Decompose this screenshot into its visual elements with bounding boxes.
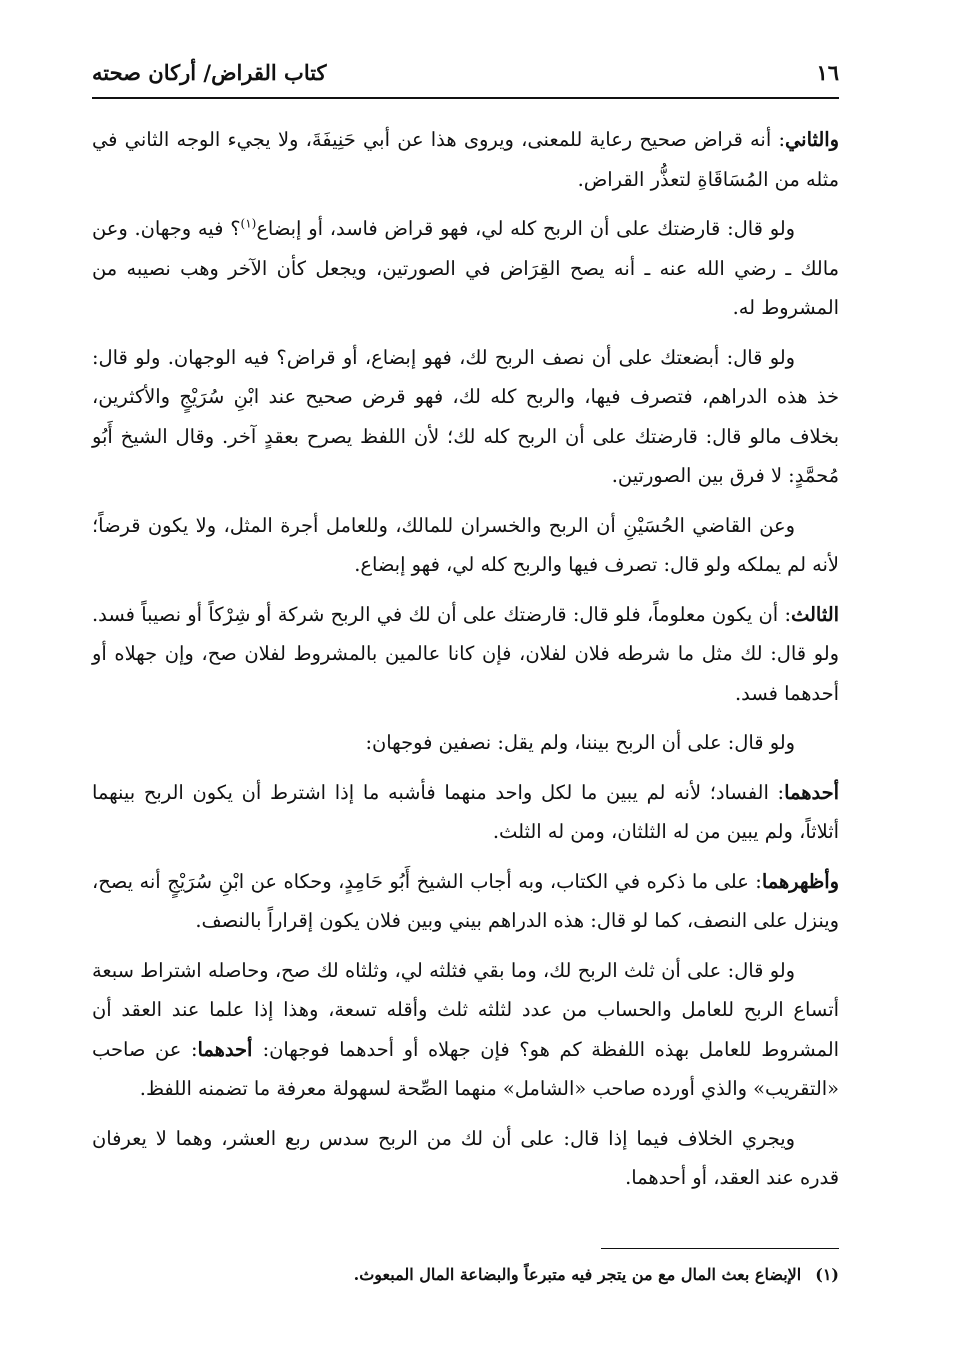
footnote-number: (١) <box>815 1265 839 1284</box>
paragraph-text: ولو قال: قارضتك على أن الربح كله لي، فهو قراض فاسد، أو إبضاع <box>256 217 795 240</box>
paragraph <box>92 506 839 585</box>
footnote-text: الإبضاع بعث المال مع من يتجر فيه متبرعاً والبضاعة المال المبعوث. <box>353 1265 802 1284</box>
paragraph-text: ويجري الخلاف فيما إذا قال: على أن لك من الربح سدس ربع العشر، وهما لا يعرفان قدره عند العقد، أو أحدهما. <box>92 1126 839 1189</box>
paragraph <box>92 723 839 763</box>
paragraph-text: ولو قال: أبضعتك على أن نصف الربح لك، فهو إبضاع، أو قراض؟ فيه الوجهان. ولو قال: خذ هذه الدراهم، فتصرف فيها، والربح كله لك، فهو قرض صحيح عند ابْنِ سُرَيْجٍ والأكثرين، بخلاف مالو قال: قارضتك على أن الربح كله لك؛ لأن اللفظ يصرح بعقدٍ آخر. وقال الشيخ أَبُو مُحمَّدٍ: لا فرق بين الصورتين. <box>92 345 839 487</box>
paragraph-text-continued: : عن صاحب «التقريب» والذي أورده صاحب «الشامل» منهما الصِّحة لسهولة معرفة ما تضمنه اللفظ. <box>92 1037 839 1100</box>
footnote-reference[interactable]: (١) <box>240 216 257 231</box>
footnote-rule <box>601 1248 839 1249</box>
paragraph-text: وعن القاضي الحُسَيْنِ أن الربح والخسران للمالك، وللعامل أجرة المثل، ولا يكون قرضاً؛ لأنه لم يملكه ولو قال: تصرف فيها والربح كله لي، فهو إبضاع. <box>92 513 839 576</box>
footnote <box>92 1262 839 1288</box>
header-rule <box>92 97 839 99</box>
paragraph-text: ولو قال: على أن الربح بيننا، ولم يقل: نصفين فوجهان: <box>365 731 795 754</box>
paragraph <box>92 595 839 714</box>
running-title: كتاب القراض/ أركان صحته <box>92 60 327 85</box>
paragraph-text: : أنه قراض صحيح رعاية للمعنى، ويروى هذا عن أبي حَنِيفَةَ، ولا يجيء الوجه الثاني في مثله من المُسَاقَاةِ لتعذُّر القراض. <box>92 128 839 191</box>
paragraph <box>92 862 839 941</box>
paragraph-text: : الفساد؛ لأنه لم يبين ما لكل واحد منهما فأشبه ما إذا اشترط أن يكون الربح بينهما أثلاثاً، ولم يبين من له الثلثان، ومن له الثلث. <box>92 780 839 843</box>
paragraph-lead: وأظهرهما <box>761 869 839 893</box>
paragraph-text: : أن يكون معلوماً، فلو قال: قارضتك على أن لك في الربح شركة أو شِرْكاً أو نصيباً فسد. ولو قال: لك مثل ما شرطه فلان لفلان، فإن كانا عالمين بالمشروط لفلان صح، وإن جهلاه أو أحدهما فسد. <box>92 602 839 705</box>
paragraph-lead: أحدهما <box>784 780 839 804</box>
main-text <box>92 120 839 1208</box>
paragraph-text: ولو قال: على أن ثلث الربح لك، وما بقي فثلثه لي، وثلثاه لك صح، وحاصله اشتراط سبعة أتساع الربح للعامل والحساب من عدد لثلثه ثلث وأقله تسعة، وهذا إذا علما عند العقد أن المشروط للعامل بهذه اللفظة كم هو؟ فإن جهلاه أو أحدهما فوجهان: <box>92 958 839 1061</box>
paragraph-text-continued: ؟ فيه وجهان. وعن مالك ـ رضي الله عنه ـ أنه يصح القِرَاض في الصورتين، ويجعل كأن الآخر وهب نصيبه من المشروط له. <box>92 217 839 319</box>
paragraph-lead: والثاني <box>785 128 839 151</box>
paragraph <box>92 120 839 199</box>
paragraph <box>92 1119 839 1198</box>
paragraph <box>92 338 839 496</box>
paragraph <box>92 951 839 1109</box>
paragraph <box>92 209 839 328</box>
page-header <box>92 54 839 94</box>
page-number: ١٦ <box>816 60 839 85</box>
paragraph <box>92 773 839 852</box>
paragraph-lead-inline: أحدهما <box>197 1037 263 1061</box>
paragraph-lead: الثالث <box>790 602 839 626</box>
paragraph-text: : على ما ذكره في الكتاب، وبه أجاب الشيخ أَبُو حَامِدٍ، وحكاه عن ابْنِ سُرَيْجٍ أنه يصح، وينزل على النصف، كما لو قال: هذه الدراهم بيني وبين فلان يكون إقراراً بالنصف. <box>92 869 839 932</box>
